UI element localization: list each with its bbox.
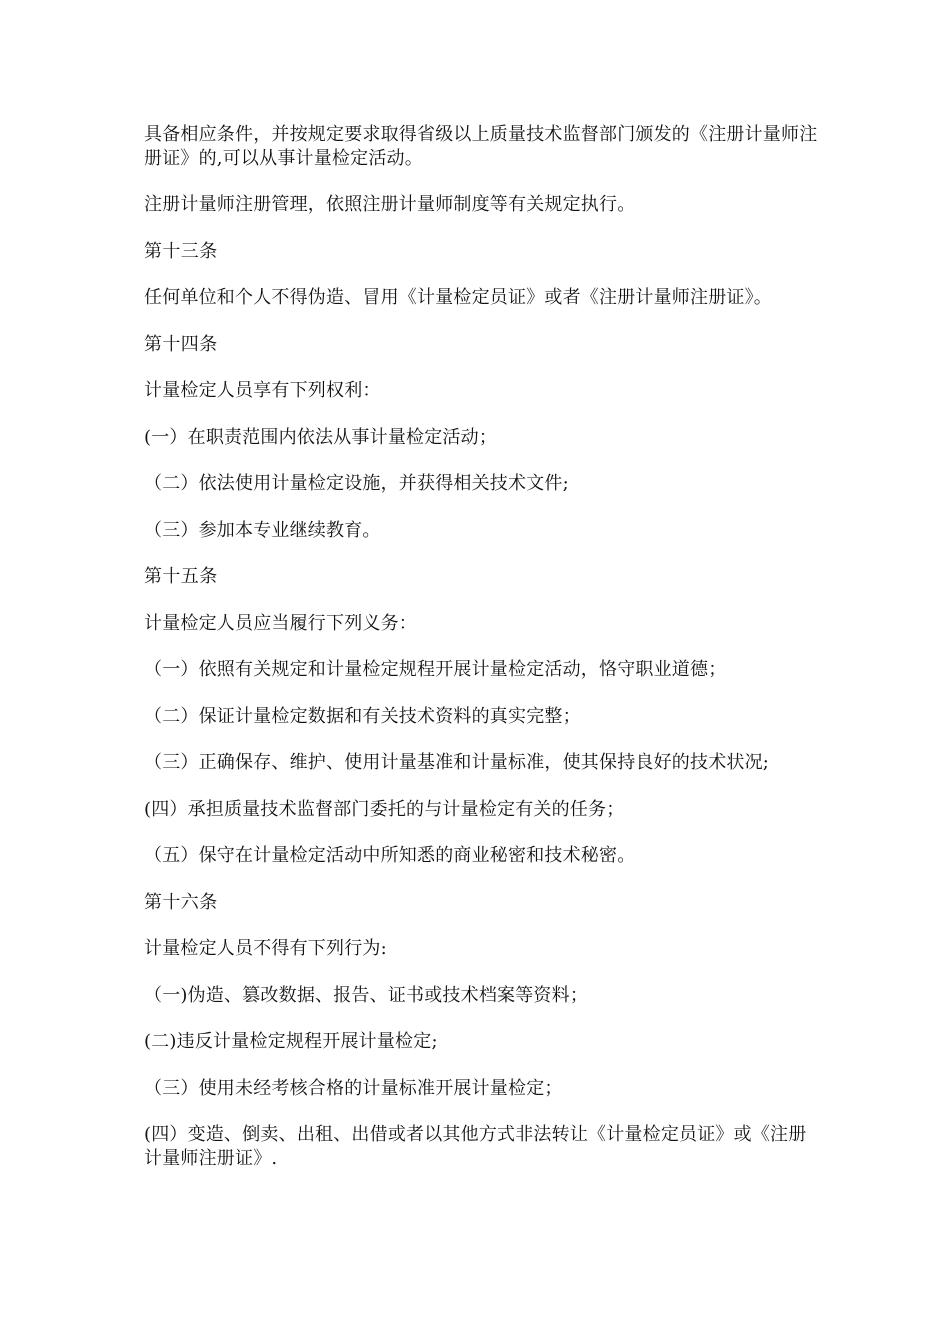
article-14-intro: 计量检定人员享有下列权利： xyxy=(144,380,381,401)
paragraph-qualification-conditions: 具备相应条件，并按规定要求取得省级以上质量技术监督部门颁发的《注册计量师注册证》的,可以从事计量检定活动。 xyxy=(144,124,818,169)
article-15-item-1: （一）依照有关规定和计量检定规程开展计量检定活动，恪守职业道德； xyxy=(144,659,727,680)
article-13-text: 任何单位和个人不得伪造、冒用《计量检定员证》或者《注册计量师注册证》。 xyxy=(144,287,772,308)
article-14-item-3: （三）参加本专业继续教育。 xyxy=(144,519,381,541)
article-16-intro: 计量检定人员不得有下列行为: xyxy=(144,938,387,959)
article-16-item-4: (四）变造、倒卖、出租、出借或者以其他方式非法转让《计量检定员证》或《注册计量师注册证》. xyxy=(144,1124,807,1169)
article-16-item-3: （三）使用未经考核合格的计量标准开展计量检定； xyxy=(144,1077,563,1099)
paragraph-registration-management: 注册计量师注册管理，依照注册计量师制度等有关规定执行。 xyxy=(144,194,636,215)
article-16-heading: 第十六条 xyxy=(144,891,218,913)
article-15-item-4: (四）承担质量技术监督部门委托的与计量检定有关的任务； xyxy=(144,798,625,820)
article-15-item-5: （五）保守在计量检定活动中所知悉的商业秘密和技术秘密。 xyxy=(144,845,636,866)
document-body xyxy=(144,123,824,1193)
article-14-heading: 第十四条 xyxy=(144,333,218,355)
article-15-heading: 第十五条 xyxy=(144,566,218,587)
article-15-item-3: （三）正确保存、维护、使用计量基准和计量标准，使其保持良好的技术状况; xyxy=(144,752,770,773)
article-15-intro: 计量检定人员应当履行下列义务： xyxy=(144,612,417,634)
article-16-item-1: （一)伪造、篡改数据、报告、证书或技术档案等资料； xyxy=(144,984,589,1006)
article-14-item-2: （二）依法使用计量检定设施，并获得相关技术文件; xyxy=(144,473,569,494)
article-16-item-2: (二)违反计量检定规程开展计量检定; xyxy=(144,1031,438,1052)
article-13-heading: 第十三条 xyxy=(144,240,218,262)
article-14-item-1: (一）在职责范围内依法从事计量检定活动； xyxy=(144,426,498,448)
article-15-item-2: （二）保证计量检定数据和有关技术资料的真实完整； xyxy=(144,705,581,727)
